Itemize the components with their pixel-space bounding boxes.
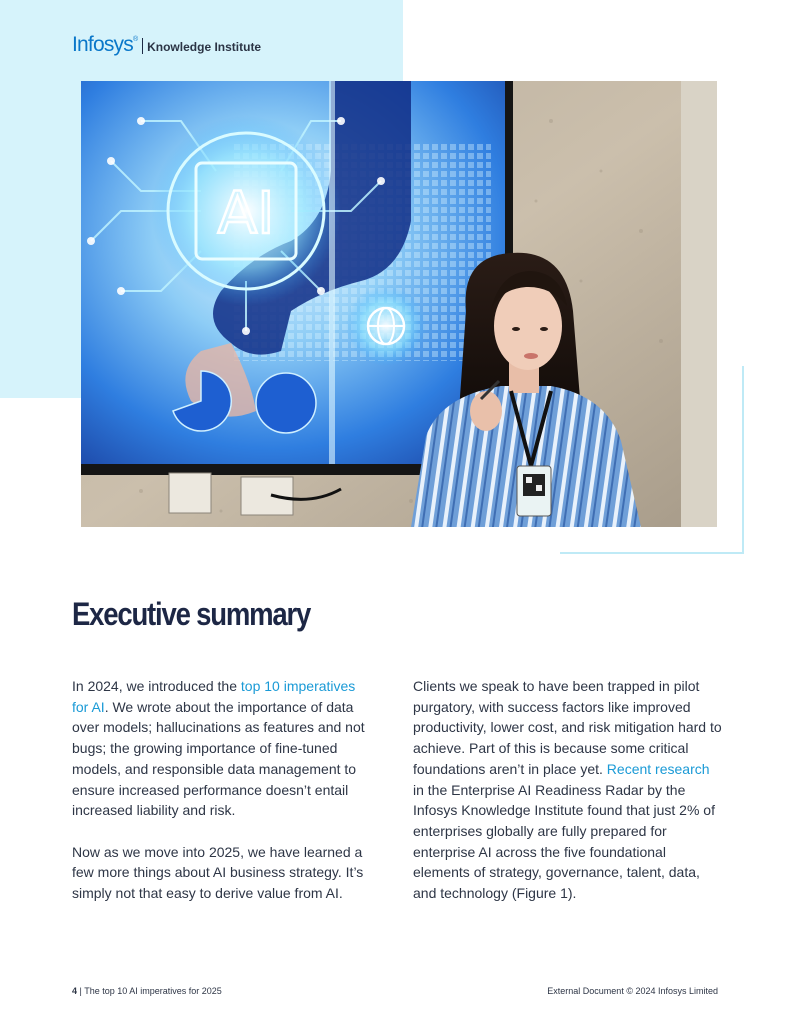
header-separator — [142, 38, 143, 54]
footer-separator: | — [79, 986, 82, 996]
left-paragraph-2: Now as we move into 2025, we have learned a few more things about AI business strategy. It’s simply not that easy to derive value from AI. — [72, 843, 364, 902]
screen-ai-text: AI — [217, 179, 275, 247]
left-paragraph-1: In 2024, we introduced the top 10 imperatives for AI. We wrote about the importance of data over models; hallucinations as features and not bugs; the growing importance of fine-tuned models, and responsible data management to ensure increased performance doesn’t entail increased liability and risk. — [72, 678, 365, 819]
recent-research-link[interactable]: Recent research — [606, 760, 710, 777]
right-paragraph-1: Clients we speak to have been trapped in pilot purgatory, with success factors like improved productivity, lower cost, and risk mitigation hard to achieve. Part of this is because some critical foundations aren’t in place yet. Recent research in the Enterprise AI Readiness Radar by the Infosys Knowledge Institute found that just 2% of enterprises globally are fully prepared for enterprise AI across the five foundational elements of strategy, governance, talent, data, and technology (Figure 1). — [413, 678, 722, 902]
page-footer-left — [72, 986, 222, 996]
page-number: 4 — [72, 986, 78, 996]
hero-photo — [81, 81, 717, 527]
page-header — [72, 33, 261, 55]
top-10-imperatives-link[interactable]: top 10 imperatives for AI — [72, 678, 356, 715]
right-column — [413, 676, 723, 924]
footer-doc-title: The top 10 AI imperatives for 2025 — [84, 986, 222, 996]
page-title: Executive summary — [72, 596, 311, 632]
footer-copyright: External Document © 2024 Infosys Limited — [547, 986, 718, 996]
globe-icon — [346, 286, 426, 366]
header-subtitle: Knowledge Institute — [147, 40, 262, 54]
left-column — [72, 676, 372, 924]
infosys-logo: Infosys® — [72, 33, 139, 56]
